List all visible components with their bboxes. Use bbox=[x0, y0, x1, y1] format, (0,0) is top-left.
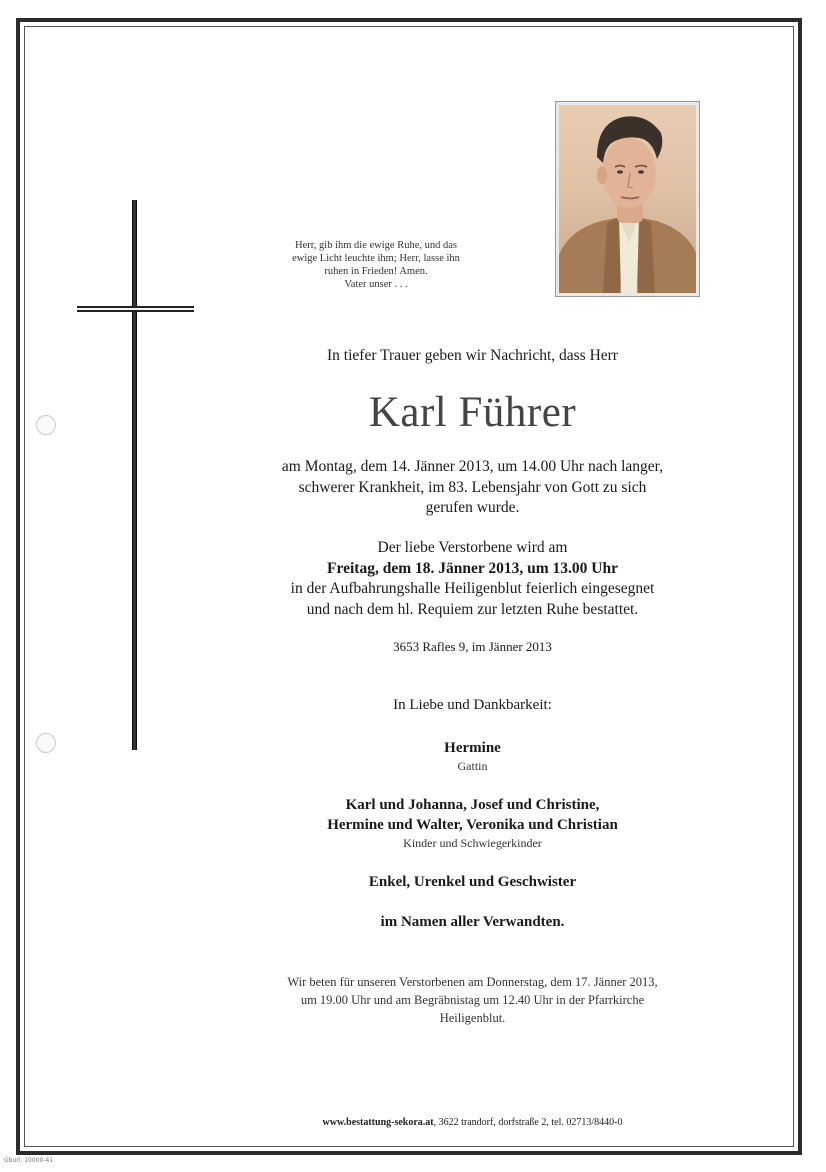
death-announcement bbox=[200, 457, 745, 519]
mass-announcement bbox=[200, 973, 745, 1027]
spouse-block bbox=[200, 738, 745, 774]
intro-text: In tiefer Trauer geben wir Nachricht, dass Herr bbox=[327, 347, 618, 364]
funeral-line: in der Aufbahrungshalle Heiligenblut feierlich eingesegnet bbox=[290, 580, 655, 597]
funeral-details bbox=[200, 538, 745, 620]
death-line: gerufen wurde. bbox=[425, 499, 520, 516]
funeral-line: und nach dem hl. Requiem zur letzten Ruhe bestattet. bbox=[306, 600, 639, 618]
cross-horizontal-bar bbox=[77, 306, 194, 312]
children-block bbox=[200, 795, 745, 851]
prayer-line: ruhen in Frieden! Amen. bbox=[324, 266, 428, 277]
mass-line: um 19.00 Uhr und am Begräbnistag um 12.40 Uhr in der Pfarrkirche bbox=[300, 993, 645, 1007]
footer-address: , 3622 trandorf, dorfstraße 2, tel. 02713/8440-0 bbox=[433, 1117, 623, 1128]
relatives-line: im Namen aller Verwandten. bbox=[380, 914, 565, 930]
portrait-frame bbox=[555, 101, 700, 297]
prayer-line: ewige Licht leuchte ihm; Herr, lasse ihn bbox=[292, 253, 460, 264]
footer-website: www.bestattung-sekora.at bbox=[322, 1117, 434, 1128]
children-role: Kinder und Schwiegerkinder bbox=[403, 836, 542, 850]
portrait-drawing bbox=[559, 105, 696, 293]
mass-line: Heiligenblut. bbox=[439, 1011, 506, 1025]
grandchildren-line: Enkel, Urenkel und Geschwister bbox=[368, 874, 577, 890]
portrait-photo bbox=[559, 105, 696, 293]
punch-hole-bottom bbox=[36, 733, 56, 753]
death-line: schwerer Krankheit, im 83. Lebensjahr von Gott zu sich bbox=[298, 478, 647, 496]
deceased-name: Karl Führer bbox=[368, 389, 577, 436]
mourners-heading: In Liebe und Dankbarkeit: bbox=[393, 697, 552, 713]
children-line: Hermine und Walter, Veronika und Christian bbox=[327, 817, 618, 833]
place-date: 3653 Rafles 9, im Jänner 2013 bbox=[393, 639, 552, 654]
prayer-text bbox=[240, 239, 512, 291]
funeral-date: Freitag, dem 18. Jänner 2013, um 13.00 Uhr bbox=[327, 559, 618, 577]
spouse-name: Hermine bbox=[444, 740, 501, 756]
spouse-role: Gattin bbox=[457, 759, 488, 773]
cross-vertical-bar bbox=[132, 200, 137, 750]
print-mark: Gburl. 10000-41 bbox=[4, 1157, 54, 1164]
punch-hole-top bbox=[36, 415, 56, 435]
footer-contact bbox=[200, 1117, 745, 1128]
funeral-intro: Der liebe Verstorbene wird am bbox=[377, 539, 568, 556]
prayer-line: Herr, gib ihm die ewige Ruhe, und das bbox=[294, 240, 457, 251]
prayer-line: Vater unser . . . bbox=[344, 279, 408, 290]
death-line: am Montag, dem 14. Jänner 2013, um 14.00 Uhr nach langer, bbox=[281, 458, 664, 475]
children-line: Karl und Johanna, Josef und Christine, bbox=[345, 797, 600, 813]
mass-line: Wir beten für unseren Verstorbenen am Donnerstag, dem 17. Jänner 2013, bbox=[287, 975, 658, 989]
